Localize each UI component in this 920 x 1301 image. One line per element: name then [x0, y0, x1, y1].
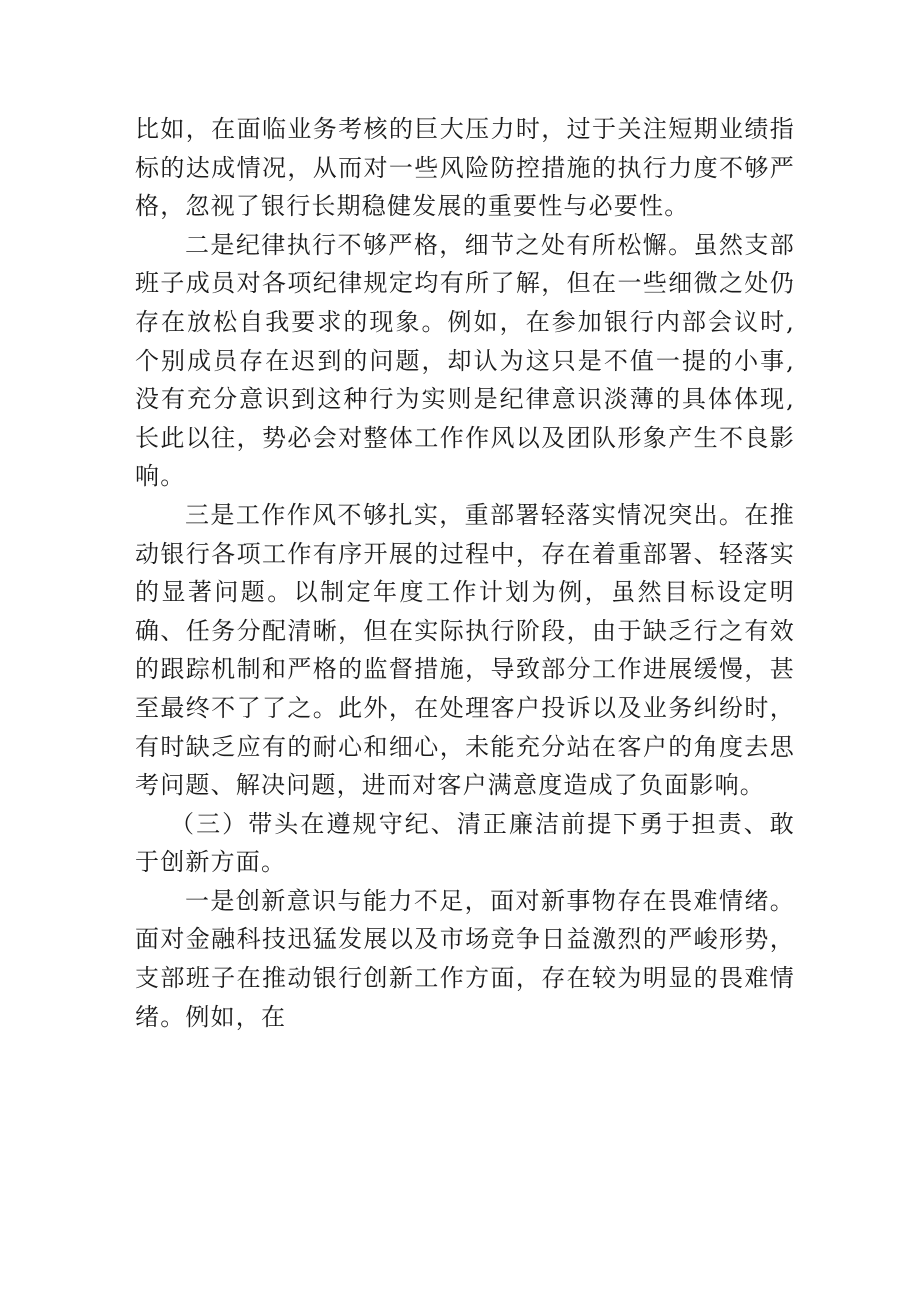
paragraph-discipline: 二是纪律执行不够严格，细节之处有所松懈。虽然支部班子成员对各项纪律规定均有所了解，但在一些细微之处仍存在放松自我要求的现象。例如，在参加银行内部会议时,个别成员存在迟到的问题，却认为这只是不值一提的小事,没有充分意识到这种行为实则是纪律意识淡薄的具体体现,长此以往，势必会对整体工作作风以及团队形象产生不良影响。	[135, 230, 795, 491]
paragraph-work-style: 三是工作作风不够扎实，重部署轻落实情况突出。在推动银行各项工作有序开展的过程中，存在着重部署、轻落实的显著问题。以制定年度工作计划为例，虽然目标设定明确、任务分配清晰，但在实际执行阶段，由于缺乏行之有效的跟踪机制和严格的监督措施，导致部分工作进展缓慢，甚至最终不了了之。此外，在处理客户投诉以及业务纠纷时，有时缺乏应有的耐心和细心，未能充分站在客户的角度去思考问题、解决问题，进而对客户满意度造成了负面影响。	[135, 500, 795, 800]
paragraph-innovation: 一是创新意识与能力不足，面对新事物存在畏难情绪。面对金融科技迅猛发展以及市场竞争日益激烈的严峻形势，支部班子在推动银行创新工作方面，存在较为明显的畏难情绪。例如，在	[135, 886, 795, 1031]
section-heading: （三）带头在遵规守纪、清正廉洁前提下勇于担责、敢于创新方面。	[135, 809, 795, 877]
paragraph-continuation: 比如，在面临业务考核的巨大压力时，过于关注短期业绩指标的达成情况，从而对一些风险防控措施的执行力度不够严格，忽视了银行长期稳健发展的重要性与必要性。	[135, 115, 795, 221]
document-body	[135, 110, 795, 1036]
